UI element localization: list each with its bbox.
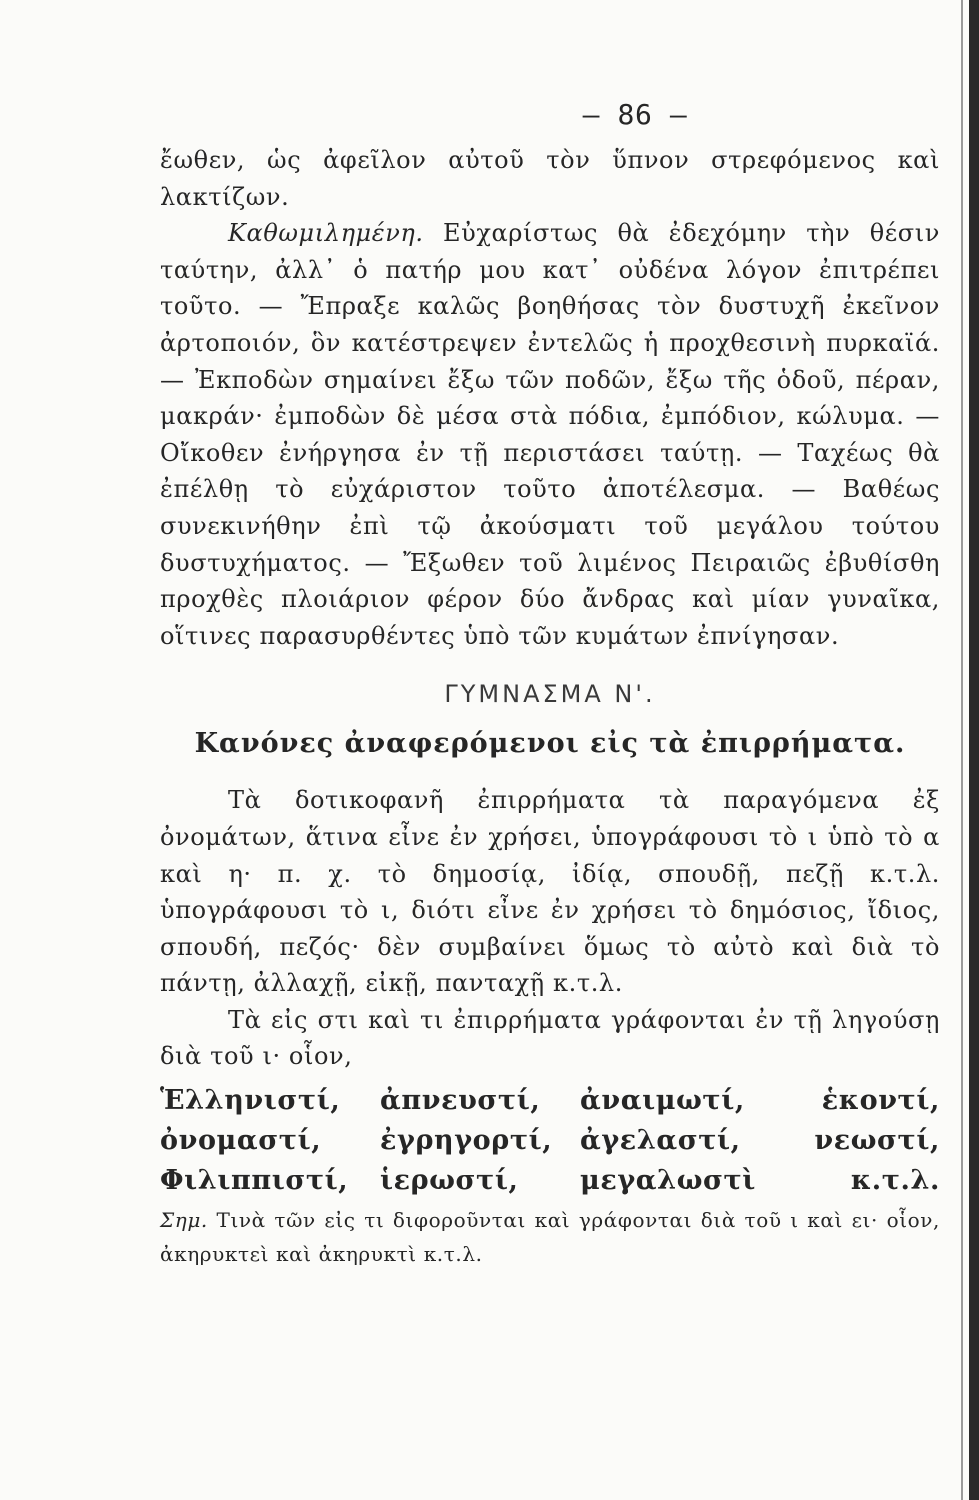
adverb-word-list bbox=[160, 1081, 940, 1201]
book-page bbox=[160, 88, 940, 1271]
paragraph-examples bbox=[160, 215, 940, 654]
note-paragraph bbox=[160, 1203, 940, 1271]
list-word: ἀπνευστί, bbox=[380, 1085, 541, 1117]
paragraph-rule-dative: Τὰ δοτικοφανῆ ἐπιρρήματα τὰ παραγόμενα ἐξ ὀνομάτων, ἅτινα εἶνε ἐν χρήσει, ὑπογράφουσι τὸ ι ὑπὸ τὸ α καὶ η· π. χ. τὸ δημοσίᾳ, ἰδίᾳ, σπουδῇ, πεζῇ κ.τ.λ. ὑπογράφουσι τὸ ι, διότι εἶνε ἐν χρήσει τὸ δημόσιος, ἴδιος, σπουδή, πεζός· δὲν συμβαίνει ὅμως τὸ αὐτὸ καὶ διὰ τὸ πάντῃ, ἀλλαχῇ, εἰκῇ, πανταχῇ κ.τ.λ. bbox=[160, 786, 940, 998]
page-number: — 86 — bbox=[582, 98, 688, 131]
paragraph-rule-sti: Τὰ εἰς στι καὶ τι ἐπιρρήματα γράφονται ἐν τῇ ληγούσῃ διὰ τοῦ ι· οἷον, bbox=[160, 1005, 940, 1071]
list-word: ἐγρηγορτί, bbox=[380, 1125, 553, 1157]
list-word: ἑκοντί, bbox=[821, 1085, 940, 1117]
rules-heading: Κανόνες ἀναφερόμενοι εἰς τὰ ἐπιρρήματα. bbox=[194, 728, 906, 760]
list-word: ἀγελαστί, bbox=[580, 1125, 741, 1157]
page-edge-shadow bbox=[969, 0, 979, 1500]
note-label: Σημ. bbox=[160, 1208, 208, 1233]
list-word: ὀνομαστί, bbox=[160, 1125, 322, 1157]
note-text: Τινὰ τῶν εἰς τι διφοροῦνται καὶ γράφονται διὰ τοῦ ι καὶ ει· οἷον, ἀκηρυκτεὶ καὶ ἀκηρυκτὶ κ.τ.λ. bbox=[160, 1208, 941, 1267]
list-word: ἱερωστί, bbox=[380, 1165, 519, 1197]
paragraph-continuation: ἔωθεν, ὡς ἀφεῖλον αὐτοῦ τὸν ὕπνον στρεφόμενος καὶ λακτίζων. bbox=[160, 146, 940, 211]
list-word: μεγαλωστὶ bbox=[580, 1165, 756, 1197]
list-word: νεωστί, bbox=[814, 1125, 940, 1157]
list-word: ἀναιμωτί, bbox=[580, 1085, 745, 1117]
paragraph-examples-text: Εὐχαρίστως θὰ ἐδεχόμην τὴν θέσιν ταύτην, ἀλλ᾿ ὁ πατήρ μου κατ᾿ οὐδένα λόγον ἐπιτρέπει τοῦτο. — Ἔπραξε καλῶς βοηθήσας τὸν δυστυχῆ ἐκεῖνον ἀρτοποιόν, ὃν κατέστρεψεν ἐντελῶς ἡ προχθεσινὴ πυρκαϊά. — Ἐκποδὼν σημαίνει ἔξω τῶν ποδῶν, ἔξω τῆς ὁδοῦ, πέραν, μακράν· ἐμποδὼν δὲ μέσα στὰ πόδια, ἐμπόδιον, κώλυμα. — Οἴκοθεν ἐνήργησα ἐν τῇ περιστάσει ταύτῃ. — Ταχέως θὰ ἐπέλθῃ τὸ εὐχάριστον τοῦτο ἀποτέλεσμα. — Βαθέως συνεκινήθην ἐπὶ τῷ ἀκούσματι τοῦ μεγάλου τούτου δυστυχήματος. — Ἔξωθεν τοῦ λιμένος Πειραιῶς ἐβυθίσθη προχθὲς πλοιάριον φέρον δύο ἄνδρας καὶ μίαν γυναῖκα, οἵτινες παρασυρθέντες ὑπὸ τῶν κυμάτων ἐπνίγησαν. bbox=[160, 219, 940, 650]
list-word: Ἑλληνιστί, bbox=[160, 1085, 341, 1117]
exercise-heading: ΓΥΜΝΑΣΜΑ Ν'. bbox=[444, 680, 656, 709]
list-word: κ.τ.λ. bbox=[850, 1165, 940, 1197]
list-word: Φιλιππιστί, bbox=[160, 1165, 349, 1197]
section-label: Καθωμιλημένη. bbox=[228, 219, 424, 248]
page-edge-line bbox=[961, 0, 963, 1500]
